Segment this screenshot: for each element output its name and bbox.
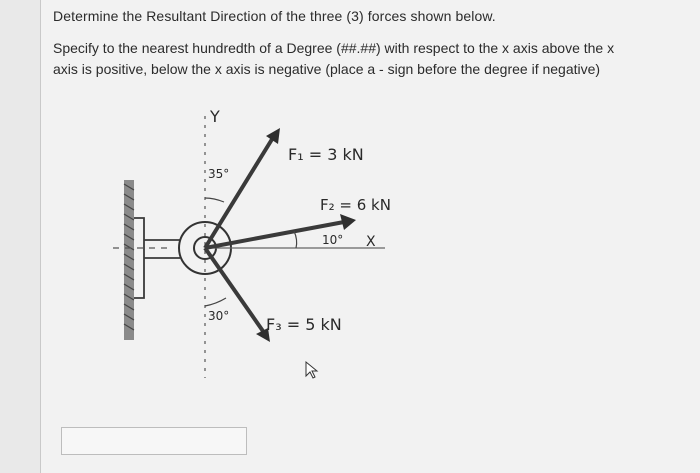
angle-10-label: 10°	[322, 233, 344, 247]
angle-30-arc	[205, 298, 226, 306]
question-instructions	[53, 38, 613, 80]
force-diagram	[110, 98, 410, 380]
angle-10-arc	[294, 231, 297, 248]
f3-label: F₃ = 5 kN	[266, 315, 342, 334]
x-axis-label: X	[366, 234, 376, 250]
f1-vector	[205, 136, 274, 248]
instruction-line-1: Specify to the nearest hundredth of a Degree (##.##) with respect to the x axis above the x	[53, 40, 615, 56]
wall-hatching	[124, 180, 134, 340]
support-bracket	[134, 218, 180, 298]
angle-35-label: 35°	[208, 167, 230, 181]
y-axis-label: Y	[210, 107, 220, 126]
angle-30-label: 30°	[208, 309, 230, 323]
angle-35-arc	[205, 198, 224, 202]
instruction-line-2: axis is positive, below the x axis is negative (place a - sign before the degree if negative)	[53, 61, 601, 77]
question-title: Determine the Resultant Direction of the three (3) forces shown below.	[53, 8, 496, 24]
answer-input[interactable]	[61, 427, 247, 455]
f2-label: F₂ = 6 kN	[320, 196, 391, 214]
f2-arrowhead	[340, 214, 356, 230]
mouse-cursor-icon	[306, 362, 317, 378]
f1-arrowhead	[266, 128, 280, 144]
f1-label: F₁ = 3 kN	[288, 145, 364, 164]
